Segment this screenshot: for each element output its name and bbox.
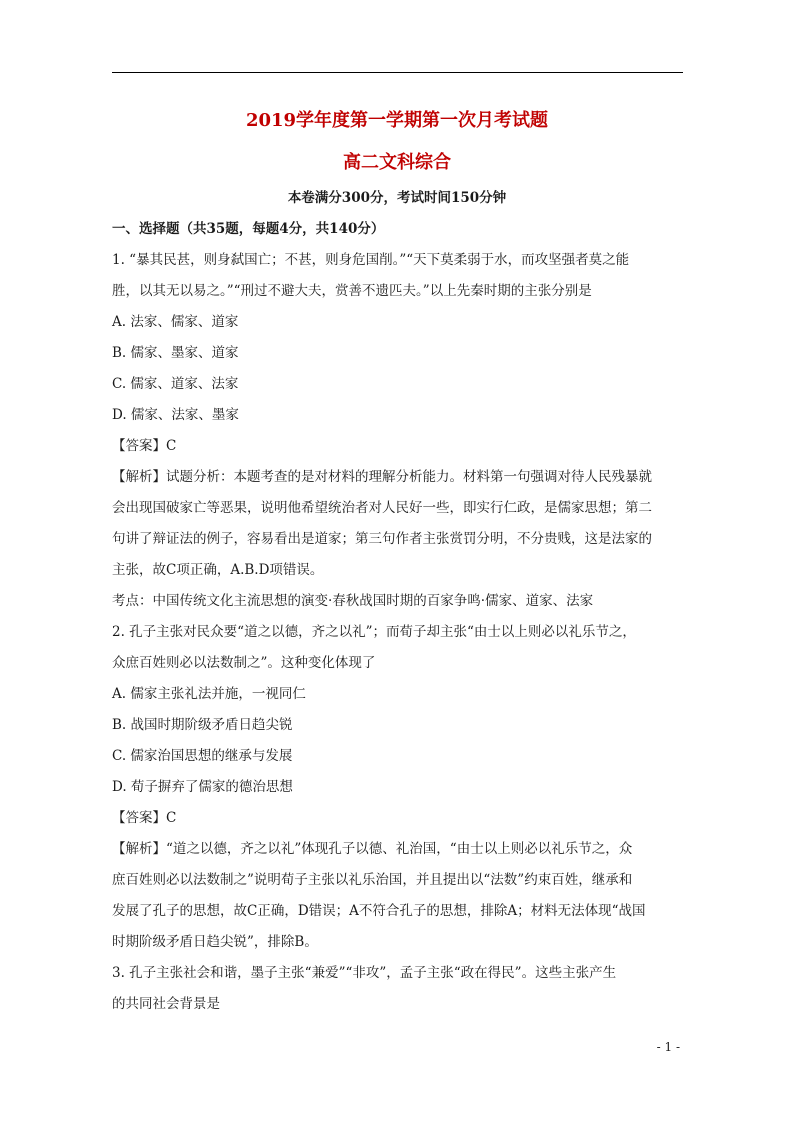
text-line: 考点：中国传统文化主流思想的演变·春秋战国时期的百家争鸣·儒家、道家、法家	[112, 593, 594, 609]
text-line: 主张，故C项正确，A.B.D项错误。	[112, 562, 324, 578]
text-line: A. 法家、儒家、道家	[112, 314, 239, 330]
text-line: B. 战国时期阶级矛盾日趋尖锐	[112, 717, 293, 733]
exam-info: 本卷满分300分，考试时间150分钟	[287, 190, 507, 206]
section-heading: 一、选择题（共35题，每题4分，共140分）	[112, 221, 385, 237]
exam-title: 2019学年度第一学期第一次月考试题	[245, 110, 549, 131]
text-line: 【答案】C	[112, 438, 177, 454]
header-rule	[112, 72, 683, 73]
page-number: - 1 -	[656, 1040, 680, 1054]
text-line: A. 儒家主张礼法并施，一视同仁	[112, 686, 306, 702]
text-line: 3. 孔子主张社会和谐，墨子主张“兼爱”“非攻”，孟子主张“政在得民”。这些主张产生	[112, 965, 617, 981]
text-line: 众庶百姓则必以法数制之”。这种变化体现了	[112, 655, 376, 671]
text-line: 胜，以其无以易之。”“刑过不避大夫，赏善不遗匹夫。”以上先秦时期的主张分别是	[112, 283, 592, 299]
text-line: 发展了孔子的思想，故C正确，D错误；A不符合孔子的思想，排除A；材料无法体现“战国	[112, 903, 646, 919]
text-line: 会出现国破家亡等恶果，说明他希望统治者对人民好一些，即实行仁政，是儒家思想；第二	[112, 500, 652, 516]
text-line: D. 荀子摒弃了儒家的德治思想	[112, 779, 293, 795]
text-line: 庶百姓则必以法数制之”说明荀子主张以礼乐治国，并且提出以“法数”约束百姓，继承和	[112, 872, 633, 888]
exam-subtitle: 高二文科综合	[343, 152, 451, 173]
text-line: 【解析】试题分析：本题考查的是对材料的理解分析能力。材料第一句强调对待人民残暴就	[112, 469, 652, 485]
text-line: D. 儒家、法家、墨家	[112, 407, 239, 423]
text-line: 的共同社会背景是	[112, 996, 220, 1012]
text-line: 【解析】“道之以德，齐之以礼”体现孔子以德、礼治国，“由士以上则必以礼乐节之，众	[112, 841, 633, 857]
text-line: 【答案】C	[112, 810, 177, 826]
text-line: C. 儒家、道家、法家	[112, 376, 239, 392]
text-line: 2. 孔子主张对民众要“道之以德，齐之以礼”；而荀子却主张“由士以上则必以礼乐节之，	[112, 624, 636, 640]
text-line: B. 儒家、墨家、道家	[112, 345, 239, 361]
text-line: C. 儒家治国思想的继承与发展	[112, 748, 293, 764]
text-line: 1. “暴其民甚，则身弑国亡；不甚，则身危国削。”“天下莫柔弱于水，而攻坚强者莫之能	[112, 252, 630, 268]
question-body	[112, 214, 687, 1020]
text-line: 时期阶级矛盾日趋尖锐”，排除B。	[112, 934, 318, 950]
text-line: 句讲了辩证法的例子，容易看出是道家；第三句作者主张赏罚分明，不分贵贱，这是法家的	[112, 531, 652, 547]
